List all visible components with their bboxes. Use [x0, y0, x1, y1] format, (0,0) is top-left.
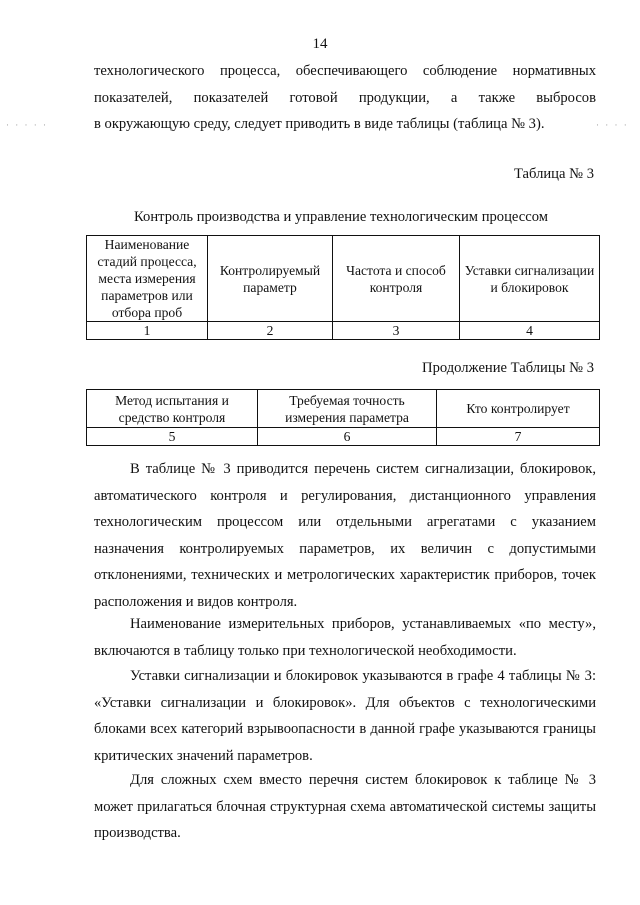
continuation-label: Продолжение Таблицы № 3 — [422, 360, 594, 376]
table-number-cell: 4 — [460, 322, 600, 340]
table-number-row — [87, 428, 600, 446]
table-number-cell: 6 — [258, 428, 437, 446]
table-number-cell: 3 — [333, 322, 460, 340]
table-header-cell: Контролируемый параметр — [208, 236, 333, 322]
table-number-cell: 5 — [87, 428, 258, 446]
body-paragraph: В таблице № 3 приводится перечень систем сигнализации, блокировок, автоматического контроля и регулирования, дистанционного управления технологическим процессом или отдельными агрегатами с указанием назначения контролируемых параметров, их величин с допустимыми отклонениями, технических и метрологических характеристик приборов, точек расположения и видов контроля. — [94, 461, 596, 610]
intro-line: технологического процесса, обеспечивающего соблюдение нормативных — [94, 63, 596, 79]
table-caption: Контроль производства и управление технологическим процессом — [134, 209, 548, 225]
scan-noise-left: · · · · · — [6, 120, 48, 130]
table-3 — [86, 235, 600, 340]
table-header-cell: Кто контролирует — [437, 390, 600, 428]
body-paragraph: Уставки сигнализации и блокировок указываются в графе 4 таблицы № 3: «Уставки сигнализации и блокировок». Для объектов с технологическими блоками всех категорий взрывоопасности в данной графе указываются границы критических значений параметров. — [94, 668, 596, 764]
table-header-cell: Метод испытания и средство контроля — [87, 390, 258, 428]
table-label: Таблица № 3 — [514, 166, 594, 182]
table-header-cell: Наименование стадий процесса, места измерения параметров или отбора проб — [87, 236, 208, 322]
table-header-cell: Требуемая точность измерения параметра — [258, 390, 437, 428]
table-number-row — [87, 322, 600, 340]
intro-line: в окружающую среду, следует приводить в виде таблицы (таблица № 3). — [94, 116, 545, 132]
table-number-cell: 2 — [208, 322, 333, 340]
intro-paragraph — [94, 58, 596, 138]
table-header-cell: Частота и способ контроля — [333, 236, 460, 322]
table-header-cell: Уставки сигнализации и блокировок — [460, 236, 600, 322]
body-paragraph: Для сложных схем вместо перечня систем блокировок к таблице № 3 может прилагаться блочная структурная схема автоматической системы защиты производства. — [94, 772, 596, 841]
table-number-cell: 7 — [437, 428, 600, 446]
table-3-continuation — [86, 389, 600, 446]
table-header-row — [87, 236, 600, 322]
body-paragraph: Наименование измерительных приборов, устанавливаемых «по месту», включаются в таблицу только при технологической необходимости. — [94, 616, 596, 659]
scan-noise-right: · · · · — [596, 120, 629, 130]
table-header-row — [87, 390, 600, 428]
page-number: 14 — [312, 36, 328, 52]
intro-line: показателей, показателей готовой продукции, а также выбросов — [94, 89, 596, 106]
table-number-cell: 1 — [87, 322, 208, 340]
